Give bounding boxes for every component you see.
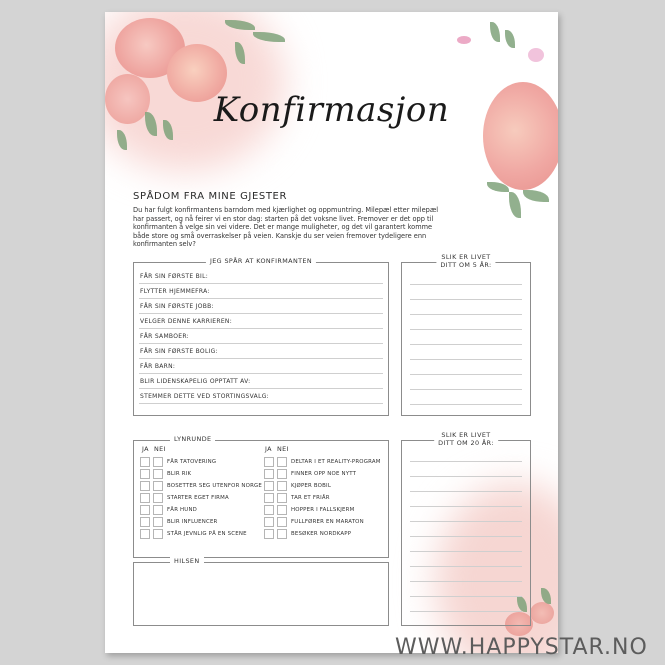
prediction-label: FLYTTER HJEMMEFRA: — [140, 288, 210, 295]
writing-line[interactable] — [410, 611, 522, 612]
no-checkbox[interactable] — [153, 517, 163, 527]
writing-line[interactable] — [410, 491, 522, 492]
lynrunde-label: KJØPER BOBIL — [291, 483, 332, 489]
prediction-label: FÅR SAMBOER: — [140, 333, 189, 340]
prediction-row[interactable] — [139, 388, 383, 404]
no-checkbox[interactable] — [153, 481, 163, 491]
writing-line[interactable] — [410, 596, 522, 597]
yes-checkbox[interactable] — [264, 505, 274, 515]
writing-line[interactable] — [410, 404, 522, 405]
prediction-row[interactable] — [139, 343, 383, 359]
lynrunde-label: TAR ET FRIÅR — [291, 495, 330, 501]
greeting-legend: HILSEN — [170, 557, 204, 565]
writing-line[interactable] — [410, 536, 522, 537]
writing-line[interactable] — [410, 521, 522, 522]
no-checkbox[interactable] — [277, 529, 287, 539]
twenty-years-legend-line1: SLIK ER LIVET — [441, 431, 491, 439]
no-checkbox[interactable] — [153, 529, 163, 539]
writing-line[interactable] — [410, 581, 522, 582]
five-years-legend-line1: SLIK ER LIVET — [441, 253, 491, 261]
writing-line[interactable] — [410, 476, 522, 477]
prediction-label: BLIR LIDENSKAPELIG OPPTATT AV: — [140, 378, 251, 385]
yes-header-left: JA — [142, 445, 149, 453]
prediction-label: FÅR SIN FØRSTE JOBB: — [140, 303, 214, 310]
yes-checkbox[interactable] — [264, 529, 274, 539]
yes-checkbox[interactable] — [140, 469, 150, 479]
prediction-label: VELGER DENNE KARRIEREN: — [140, 318, 233, 325]
prediction-label: FÅR BARN: — [140, 363, 176, 370]
writing-line[interactable] — [410, 299, 522, 300]
prediction-row[interactable] — [139, 268, 383, 284]
yes-checkbox[interactable] — [140, 517, 150, 527]
yes-checkbox[interactable] — [140, 493, 150, 503]
yes-checkbox[interactable] — [264, 469, 274, 479]
writing-line[interactable] — [410, 344, 522, 345]
writing-line[interactable] — [410, 506, 522, 507]
page-title: Konfirmasjon — [213, 90, 450, 130]
prediction-label: FÅR SIN FØRSTE BIL: — [140, 273, 209, 280]
writing-line[interactable] — [410, 461, 522, 462]
writing-line[interactable] — [410, 551, 522, 552]
writing-line[interactable] — [410, 359, 522, 360]
greeting-box[interactable] — [133, 557, 389, 626]
predictions-legend: JEG SPÅR AT KONFIRMANTEN — [206, 257, 316, 265]
no-checkbox[interactable] — [277, 481, 287, 491]
website-watermark: WWW.HAPPYSTAR.NO — [395, 635, 648, 660]
prediction-label: FÅR SIN FØRSTE BOLIG: — [140, 348, 218, 355]
prediction-row[interactable] — [139, 298, 383, 314]
yes-checkbox[interactable] — [264, 481, 274, 491]
lynrunde-label: FINNER OPP NOE NYTT — [291, 471, 357, 477]
yes-checkbox[interactable] — [140, 457, 150, 467]
predictions-box — [133, 257, 389, 416]
yes-checkbox[interactable] — [140, 529, 150, 539]
no-checkbox[interactable] — [153, 457, 163, 467]
yes-checkbox[interactable] — [140, 505, 150, 515]
yes-checkbox[interactable] — [264, 493, 274, 503]
writing-line[interactable] — [410, 284, 522, 285]
prediction-row[interactable] — [139, 283, 383, 299]
no-checkbox[interactable] — [277, 457, 287, 467]
prediction-row[interactable] — [139, 328, 383, 344]
twenty-years-legend-line2: DITT OM 20 ÅR: — [438, 439, 494, 447]
lynrunde-label: STARTER EGET FIRMA — [167, 495, 229, 501]
lynrunde-label: DELTAR I ET REALITY-PROGRAM — [291, 459, 381, 465]
no-header-left: NEI — [154, 445, 166, 453]
no-checkbox[interactable] — [277, 493, 287, 503]
lynrunde-label: BLIR RIK — [167, 471, 192, 477]
yes-checkbox[interactable] — [264, 457, 274, 467]
lynrunde-label: STÅR JEVNLIG PÅ EN SCENE — [167, 531, 247, 537]
no-checkbox[interactable] — [153, 505, 163, 515]
writing-line[interactable] — [410, 374, 522, 375]
lynrunde-box — [133, 435, 389, 558]
lynrunde-label: FULLFØRER EN MARATON — [291, 519, 364, 525]
intro-paragraph: Du har fulgt konfirmantens barndom med kjærlighet og oppmuntring. Milepæl etter milepæl har passert, og nå feirer vi en stor dag: starten på det voksne livet. Fremover er det opp til konfirmanten å velge sin vei videre. Det er mange muligheter, og det vil garantert komme både store og små overraskelser på veien. Kanskje du ser veien fremover tydeligere enn konfirmanten selv? — [133, 206, 439, 249]
five-years-box[interactable] — [401, 253, 531, 416]
yes-checkbox[interactable] — [140, 481, 150, 491]
no-checkbox[interactable] — [277, 505, 287, 515]
lynrunde-label: BESØKER NORDKAPP — [291, 531, 352, 537]
no-checkbox[interactable] — [153, 469, 163, 479]
yes-header-right: JA — [265, 445, 272, 453]
no-header-right: NEI — [277, 445, 289, 453]
writing-line[interactable] — [410, 566, 522, 567]
prediction-row[interactable] — [139, 358, 383, 374]
lynrunde-label: FÅR TATOVERING — [167, 459, 217, 465]
five-years-legend — [436, 253, 495, 269]
document-page — [105, 12, 558, 653]
section-title: SPÅDOM FRA MINE GJESTER — [133, 191, 288, 202]
yes-checkbox[interactable] — [264, 517, 274, 527]
lynrunde-label: BLIR INFLUENCER — [167, 519, 218, 525]
no-checkbox[interactable] — [277, 517, 287, 527]
no-checkbox[interactable] — [277, 469, 287, 479]
prediction-row[interactable] — [139, 313, 383, 329]
prediction-row[interactable] — [139, 373, 383, 389]
no-checkbox[interactable] — [153, 493, 163, 503]
twenty-years-box[interactable] — [401, 431, 531, 626]
twenty-years-legend — [434, 431, 498, 447]
five-years-legend-line2: DITT OM 5 ÅR: — [440, 261, 492, 269]
lynrunde-legend: LYNRUNDE — [170, 435, 215, 443]
lynrunde-label: HOPPER I FALLSKJERM — [291, 507, 355, 513]
writing-line[interactable] — [410, 389, 522, 390]
writing-line[interactable] — [410, 314, 522, 315]
lynrunde-label: FÅR HUND — [167, 507, 198, 513]
prediction-label: STEMMER DETTE VED STORTINGSVALG: — [140, 393, 269, 400]
writing-line[interactable] — [410, 329, 522, 330]
lynrunde-label: BOSETTER SEG UTENFOR NORGE — [167, 483, 263, 489]
